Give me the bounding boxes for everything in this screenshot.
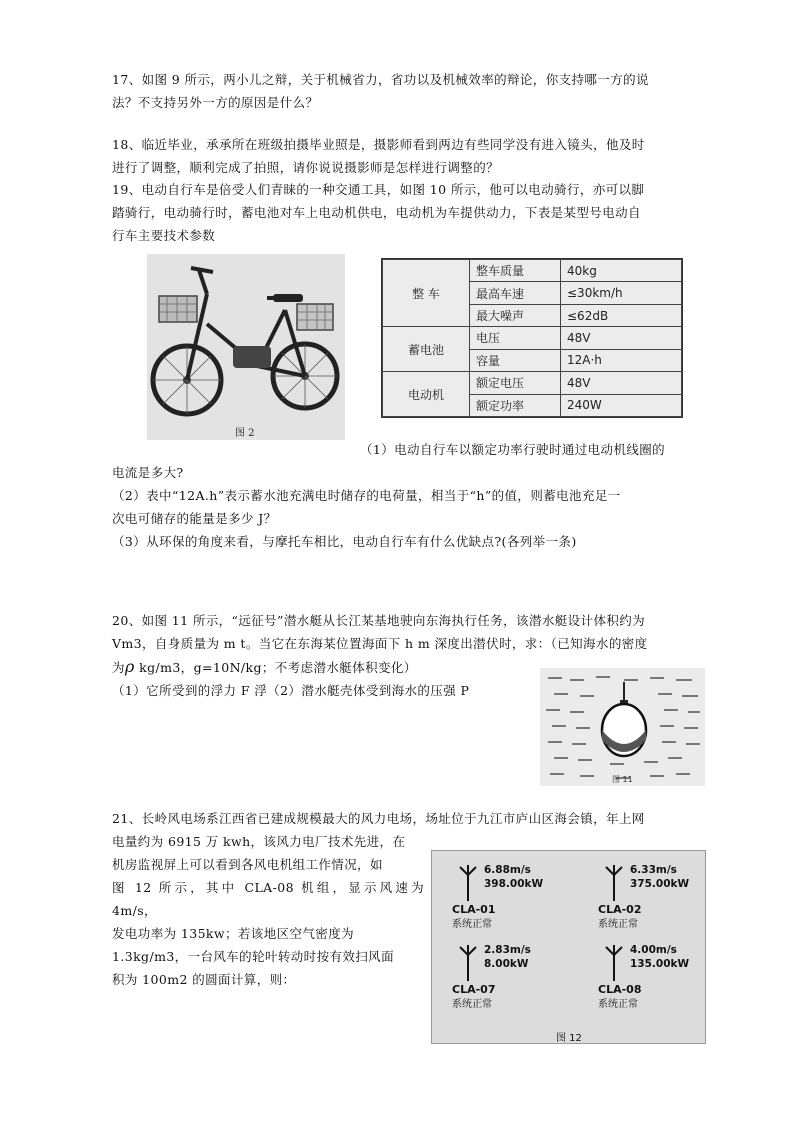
q18-line1: 18、临近毕业，承承所在班级拍摄毕业照是，摄影师看到两边有些同学没有进入镜头，他及时 xyxy=(112,137,645,152)
wind-unit-cla-02 xyxy=(598,863,704,935)
wind-monitor-panel xyxy=(431,850,706,1044)
unit-status: 系统正常 xyxy=(598,999,638,1010)
unit-name: CLA-08 xyxy=(598,983,642,996)
unit-status: 系统正常 xyxy=(452,999,492,1010)
wind-speed: 6.88m/s xyxy=(484,864,531,876)
value-cell: 12A·h xyxy=(561,349,682,371)
spec-table-grid xyxy=(382,259,682,417)
q21-line7: 积为 100m2 的圆面计算，则： xyxy=(112,972,296,987)
submarine-image xyxy=(540,668,705,786)
unit-readings xyxy=(630,863,689,891)
value-cell: 48V xyxy=(561,327,682,349)
wind-turbine-icon xyxy=(602,865,626,901)
param-cell: 整车质量 xyxy=(470,260,561,282)
unit-name: CLA-07 xyxy=(452,983,496,996)
unit-name: CLA-02 xyxy=(598,903,642,916)
q21-line3: 机房监视屏上可以看到各风电机组工作情况，如 xyxy=(112,857,383,872)
value-cell: 48V xyxy=(561,372,682,394)
q20-line2: Vm3，自身质量为 m t。当它在东海某位置海面下 h m 深度出潜伏时，求：（已知海水的密度 xyxy=(112,636,648,651)
group-motor: 电动机 xyxy=(383,372,470,417)
question-17 xyxy=(112,68,700,114)
table-row xyxy=(383,372,682,394)
param-cell: 额定功率 xyxy=(470,394,561,416)
wind-speed: 2.83m/s xyxy=(484,944,531,956)
unit-status: 系统正常 xyxy=(598,919,638,930)
q20-sub: （1）它所受到的浮力 F 浮（2）潜水艇壳体受到海水的压强 P xyxy=(112,683,470,698)
param-cell: 电压 xyxy=(470,327,561,349)
power-output: 135.00kW xyxy=(630,958,690,970)
wind-unit-cla-08 xyxy=(598,943,704,1015)
param-cell: 最大噪声 xyxy=(470,304,561,326)
spec-table xyxy=(381,258,683,418)
q18-line2: 进行了调整，顺利完成了拍照，请你说说摄影师是怎样进行调整的？ xyxy=(112,160,500,175)
param-cell: 最高车速 xyxy=(470,282,561,304)
value-cell: ≤30km/h xyxy=(561,282,682,304)
table-row xyxy=(383,260,682,282)
electric-bicycle-image xyxy=(147,254,345,440)
value-cell: 40kg xyxy=(561,260,682,282)
q21-line6: 1.3kg/m3，一台风车的轮叶转动时按有效扫风面 xyxy=(112,949,394,964)
q19-sub1-line1: （1）电动自行车以额定功率行驶时通过电动机线圈的 xyxy=(360,442,666,457)
unit-readings xyxy=(484,863,543,891)
q21-line1: 21、长岭风电场系江西省已建成规模最大的风力电场，场址位于九江市庐山区海会镇，年上网 xyxy=(112,811,645,826)
power-output: 375.00kW xyxy=(630,878,690,890)
question-19 xyxy=(112,178,700,247)
bicycle-figure-caption: 图 2 xyxy=(235,428,255,439)
wind-turbine-icon xyxy=(456,865,480,901)
q19-line1: 19、电动自行车是倍受人们青睐的一种交通工具，如图 10 所示，他可以电动骑行，亦可以脚 xyxy=(112,182,645,197)
q20-line1: 20、如图 11 所示，“远征号”潜水艇从长江某基地驶向东海执行任务，该潜水艇设计体积约为 xyxy=(112,613,646,628)
group-battery: 蓄电池 xyxy=(383,327,470,372)
wind-speed: 4.00m/s xyxy=(630,944,677,956)
unit-status: 系统正常 xyxy=(452,919,492,930)
q21-line4: 图 12 所示，其中 CLA-08 机组，显示风速为 4m/s， xyxy=(112,880,424,918)
question-21 xyxy=(112,830,424,991)
group-vehicle: 整 车 xyxy=(383,260,470,327)
bicycle-figure xyxy=(147,254,345,440)
question-21-first xyxy=(112,807,700,830)
q19-sub-questions xyxy=(112,461,700,553)
unit-name: CLA-01 xyxy=(452,903,496,916)
q19-sub1-line2: 电流是多大? xyxy=(112,465,184,480)
q19-sub3: （3）从环保的角度来看，与摩托车相比，电动自行车有什么优缺点?(各列举一条) xyxy=(112,534,577,549)
wind-speed: 6.33m/s xyxy=(630,864,677,876)
q21-line5: 发电功率为 135kw；若该地区空气密度为 xyxy=(112,926,355,941)
question-18 xyxy=(112,133,700,179)
power-output: 8.00kW xyxy=(484,958,529,970)
param-cell: 额定电压 xyxy=(470,372,561,394)
q19-sub1-first xyxy=(360,438,700,461)
q17-line2: 法？不支持另外一方的原因是什么？ xyxy=(112,95,319,110)
q19-line2: 踏骑行，电动骑行时，蓄电池对车上电动机供电，电动机为车提供动力，下表是某型号电动自 xyxy=(112,205,641,220)
wind-unit-cla-07 xyxy=(452,943,572,1015)
q19-sub2-line2: 次电可储存的能量是多少 J？ xyxy=(112,511,277,526)
q19-line3: 行车主要技术参数 xyxy=(112,228,216,243)
q20-line3-pre: 为 xyxy=(112,660,125,675)
wind-unit-cla-01 xyxy=(452,863,572,935)
wind-turbine-icon xyxy=(456,945,480,981)
unit-readings xyxy=(484,943,531,971)
monitor-figure-caption: 图 12 xyxy=(556,1033,582,1044)
param-cell: 容量 xyxy=(470,349,561,371)
submarine-figure-caption: 图 11 xyxy=(612,775,633,784)
submarine-figure xyxy=(540,668,705,786)
value-cell: ≤62dB xyxy=(561,304,682,326)
q20-line3-post: kg/m3，g=10N/kg；不考虑潜水艇体积变化） xyxy=(134,660,417,675)
power-output: 398.00kW xyxy=(484,878,544,890)
unit-readings xyxy=(630,943,689,971)
wind-turbine-icon xyxy=(602,945,626,981)
value-cell: 240W xyxy=(561,394,682,416)
q17-line1: 17、如图 9 所示，两小儿之辩，关于机械省力，省功以及机械效率的辩论，你支持哪一方的说 xyxy=(112,72,649,87)
rho-symbol: ρ xyxy=(124,657,135,676)
table-row xyxy=(383,327,682,349)
q21-line2: 电量约为 6915 万 kwh，该风力电厂技术先进，在 xyxy=(112,834,406,849)
q19-sub2-line1: （2）表中“12A.h”表示蓄水池充满电时储存的电荷量，相当于“h”的值，则蓄电池充足一 xyxy=(112,488,621,503)
